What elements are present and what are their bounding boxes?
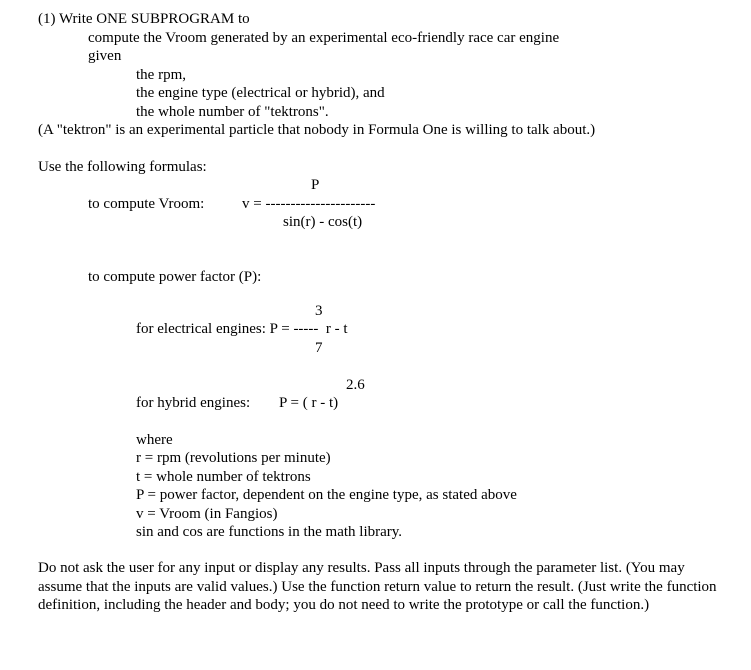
vroom-equation — [242, 195, 375, 213]
electrical-fraction-bar: ----- — [293, 321, 319, 337]
formulas-intro: Use the following formulas: — [38, 159, 207, 175]
tektron-note: (A "tektron" is an experimental particle that nobody in Formula One is willing to talk about.) — [38, 122, 596, 138]
electrical-numerator: 3 — [315, 303, 323, 319]
input-item-rpm: the rpm, — [136, 67, 186, 83]
hybrid-exponent: 2.6 — [346, 377, 365, 393]
electrical-denominator: 7 — [315, 340, 323, 356]
where-label: where — [136, 432, 173, 448]
power-label: to compute power factor (P): — [88, 269, 262, 285]
problem-title: (1) Write ONE SUBPROGRAM to — [38, 11, 250, 27]
vroom-lhs: v = — [242, 196, 266, 212]
input-item-engine-type: the engine type (electrical or hybrid), and — [136, 85, 385, 101]
instructions-paragraph: Do not ask the user for any input or display any results. Pass all inputs through the parameter list. (You may assume that the inputs are valid values.) Use the function return value to return the result. (Just write the function definition, including the header and body; you do not need to write the prototype or call the function.) — [38, 560, 717, 613]
where-item-p: P = power factor, dependent on the engine type, as stated above — [136, 487, 517, 503]
electrical-rhs: r - t — [325, 321, 348, 337]
given-label: given — [88, 48, 122, 64]
vroom-numerator: P — [311, 177, 320, 193]
vroom-label: to compute Vroom: — [88, 196, 205, 212]
hybrid-expression: P = ( r - t) — [279, 395, 339, 411]
where-item-v: v = Vroom (in Fangios) — [136, 506, 278, 522]
input-item-tektrons: the whole number of "tektrons". — [136, 104, 329, 120]
where-item-r: r = rpm (revolutions per minute) — [136, 450, 331, 466]
where-item-sin-cos: sin and cos are functions in the math library. — [136, 524, 403, 540]
electrical-lhs: for electrical engines: P = — [136, 321, 294, 337]
where-item-t: t = whole number of tektrons — [136, 469, 311, 485]
problem-description: compute the Vroom generated by an experimental eco-friendly race car engine — [88, 30, 560, 46]
electrical-equation — [136, 320, 348, 338]
vroom-fraction-bar: ---------------------- — [265, 196, 376, 212]
vroom-denominator: sin(r) - cos(t) — [283, 214, 363, 230]
hybrid-label: for hybrid engines: — [136, 395, 251, 411]
